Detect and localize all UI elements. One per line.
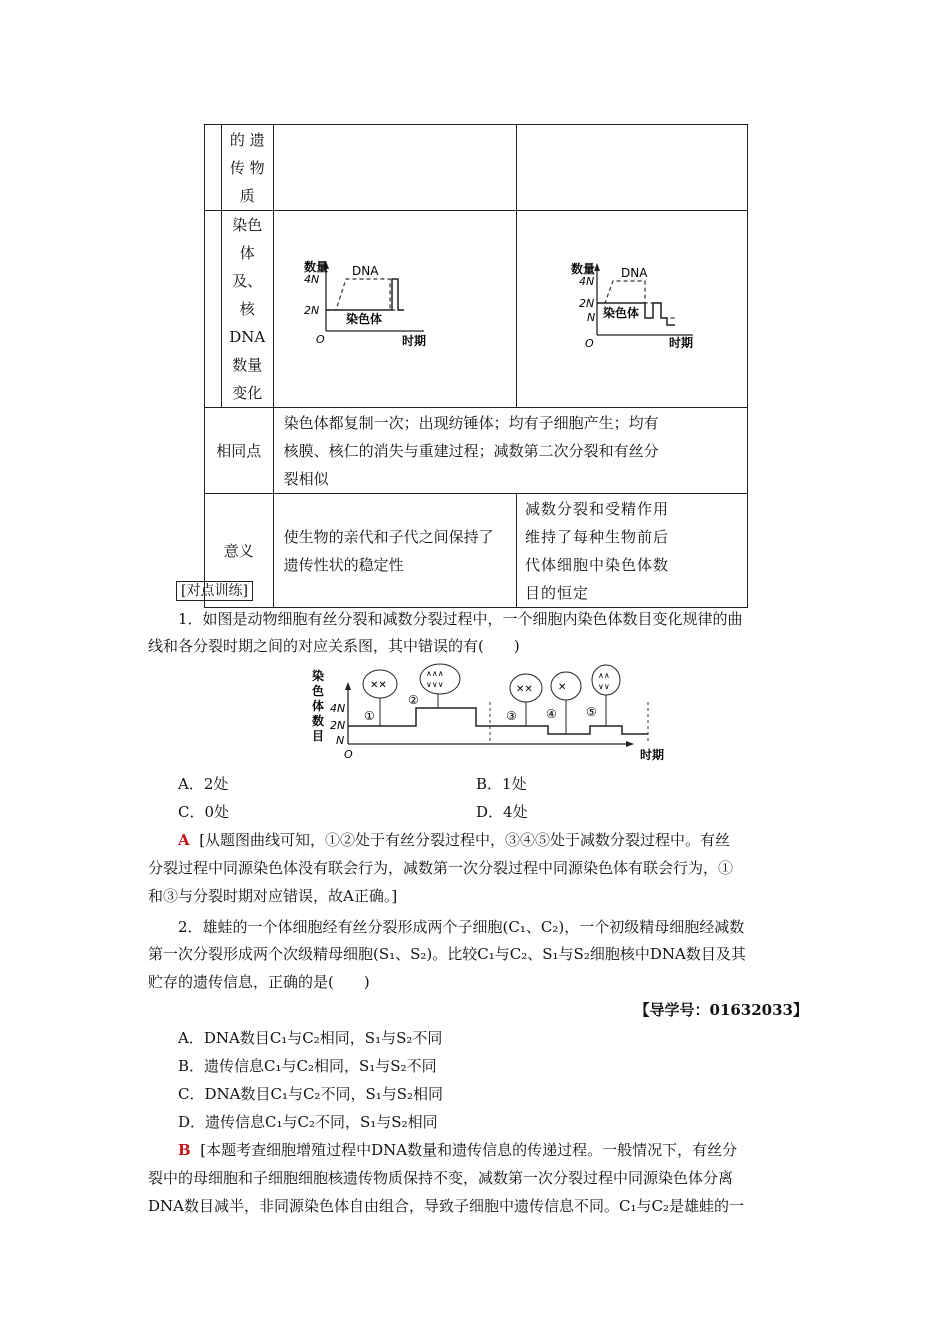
marker-1: ①	[364, 709, 375, 723]
xlabel: 时期	[668, 336, 693, 350]
label-line: 及、	[232, 272, 263, 290]
cell-mitosis-genetic	[273, 125, 516, 211]
ylabel: 数量	[303, 260, 328, 274]
q2-answer-line-1	[178, 1136, 808, 1164]
tick-4n: 4N	[330, 702, 346, 715]
origin: O	[344, 748, 353, 761]
ylabel-char: 目	[312, 729, 325, 743]
answer-text: [本题考查细胞增殖过程中DNA数量和遗传信息的传递过程。一般情况下，有丝分	[200, 1141, 738, 1159]
left-spacer-cell	[205, 211, 222, 408]
q1-option-b: B．1处	[476, 775, 527, 793]
label-line: 体	[239, 244, 255, 262]
label-line: 传 物	[229, 158, 265, 177]
q2-line-3: 贮存的遗传信息，正确的是( )	[148, 973, 370, 991]
label-line: 核DNA	[229, 300, 266, 346]
q1-answer-line-1	[178, 826, 808, 854]
dna-label: DNA	[351, 264, 379, 278]
ylabel: 数量	[570, 262, 595, 276]
q2-option-c: C．DNA数目C₁与C₂不同，S₁与S₂相同	[178, 1085, 444, 1103]
q2-option-a: A．DNA数目C₁与C₂相同，S₁与S₂不同	[178, 1029, 443, 1047]
marker-5: ⑤	[586, 705, 597, 719]
q1-answer-line-2: 分裂过程中同源染色体没有联会行为，减数第一次分裂过程中同源染色体有联会行为，①	[148, 859, 734, 877]
comparison-table	[204, 124, 748, 608]
q1-option-d: D．4处	[476, 803, 528, 821]
origin: O	[315, 333, 325, 346]
origin: O	[584, 337, 594, 350]
tick-2n: 2N	[303, 304, 319, 317]
label-line: 数量	[232, 356, 263, 374]
section-tag: [对点训练]	[176, 581, 253, 601]
tick-4n: 4N	[578, 275, 595, 288]
ylabel-char: 染	[312, 669, 325, 683]
cell-2-chromosomes: ∧∧∧	[426, 669, 444, 678]
similarities-cell	[273, 408, 747, 494]
label-line: 的 遗	[229, 130, 265, 149]
q1-answer-letter: A	[178, 831, 190, 849]
tick-2n: 2N	[578, 297, 595, 310]
q2-option-b: B．遗传信息C₁与C₂相同，S₁与S₂不同	[178, 1057, 437, 1075]
answer-text: [从题图曲线可知，①②处于有丝分裂过程中，③④⑤处于减数分裂过程中。有丝	[199, 831, 731, 849]
marker-3: ③	[506, 709, 517, 723]
meaning-label: 意义	[223, 542, 254, 560]
ylabel-char: 数	[312, 714, 325, 728]
ylabel-char: 色	[312, 684, 325, 698]
text-line: 减数分裂和受精作用	[524, 499, 669, 518]
meiosis-dna-chart	[517, 223, 747, 391]
same-label: 相同点	[216, 442, 262, 460]
mitosis-dna-chart	[274, 223, 490, 391]
q1-chromosome-chart	[300, 662, 680, 767]
text-line: 染色体都复制一次；出现纺锤体；均有子细胞产生；均有	[283, 413, 659, 432]
q1-line-2: 线和各分裂时期之间的对应关系图，其中错误的有( )	[148, 637, 520, 655]
q2-line-2: 第一次分裂形成两个次级精母细胞(S₁、S₂)。比较C₁与C₂、S₁与S₂细胞核中DNA数目及其	[148, 945, 746, 963]
meaning-mitosis-cell	[273, 494, 516, 608]
xlabel: 时期	[640, 748, 665, 762]
q1-answer-line-3: 和③与分裂时期对应错误，故A正确。]	[148, 887, 398, 905]
x-axis-arrow	[626, 741, 634, 747]
row-label-genetic-material	[221, 125, 273, 211]
tick-2n: 2N	[330, 719, 346, 732]
xlabel: 时期	[401, 334, 426, 348]
q2-answer-line-3: DNA数目减半，非同源染色体自由组合，导致子细胞中遗传信息不同。C₁与C₂是雄蛙的一	[148, 1197, 744, 1215]
chromosome-curve	[348, 708, 648, 734]
guide-number: 【导学号：01632033】	[634, 1001, 808, 1019]
text-line: 遗传性状的稳定性	[283, 555, 404, 574]
label-line: 质	[239, 186, 255, 205]
text-line: 裂相似	[283, 469, 329, 488]
q2-option-d: D．遗传信息C₁与C₂不同，S₁与S₂相同	[178, 1113, 438, 1131]
cell-mitosis-chart	[273, 211, 516, 408]
q1-ylabel	[311, 668, 324, 743]
cell-1-chromosomes: ✕✕	[370, 680, 387, 691]
text-line: 使生物的亲代和子代之间保持了	[283, 527, 494, 546]
q2-answer-line-2: 裂中的母细胞和子细胞细胞核遗传物质保持不变，减数第一次分裂过程中同源染色体分离	[148, 1169, 734, 1187]
q1-line-1: 1．如图是动物细胞有丝分裂和减数分裂过程中，一个细胞内染色体数目变化规律的曲	[178, 610, 743, 628]
meaning-meiosis-cell	[516, 494, 747, 608]
ylabel-char: 体	[312, 699, 325, 713]
cell-5-chromosomes: ∧∧	[598, 671, 610, 680]
tick-n: N	[336, 734, 345, 747]
cell-5-chromosomes: ∨∨	[598, 682, 610, 691]
label-line: 变化	[232, 384, 263, 402]
chromosome-label: 染色体	[602, 306, 639, 320]
q2-answer-letter: B	[178, 1141, 191, 1159]
q2-line-1: 2．雄蛙的一个体细胞经有丝分裂形成两个子细胞(C₁、C₂)，一个初级精母细胞经减数	[178, 918, 745, 936]
cell-3-chromosomes: ✕✕	[516, 684, 533, 695]
cell-4-chromosomes: ✕	[558, 682, 567, 693]
row-label-chromosome-dna	[221, 211, 273, 408]
text-line: 核膜、核仁的消失与重建过程；减数第二次分裂和有丝分	[283, 441, 659, 460]
cell-2-chromosomes: ∨∨∨	[426, 680, 444, 689]
chromosome-label: 染色体	[345, 312, 382, 326]
q1-option-a: A．2处	[178, 775, 229, 793]
text-line: 维持了每种生物前后	[524, 527, 669, 546]
tick-n: N	[586, 311, 596, 324]
q1-option-c: C．0处	[178, 803, 230, 821]
marker-4: ④	[546, 707, 557, 721]
left-spacer-cell	[205, 125, 222, 211]
text-line: 目的恒定	[524, 583, 589, 602]
cell-meiosis-chart	[516, 211, 747, 408]
marker-2: ②	[408, 693, 419, 707]
y-axis-arrow	[345, 682, 351, 690]
label-line: 染色	[232, 216, 263, 234]
dna-label: DNA	[620, 266, 648, 280]
text-line: 代体细胞中染色体数	[524, 555, 669, 574]
row-label-similarities	[205, 408, 274, 494]
tick-4n: 4N	[303, 273, 319, 286]
cell-meiosis-genetic	[516, 125, 747, 211]
